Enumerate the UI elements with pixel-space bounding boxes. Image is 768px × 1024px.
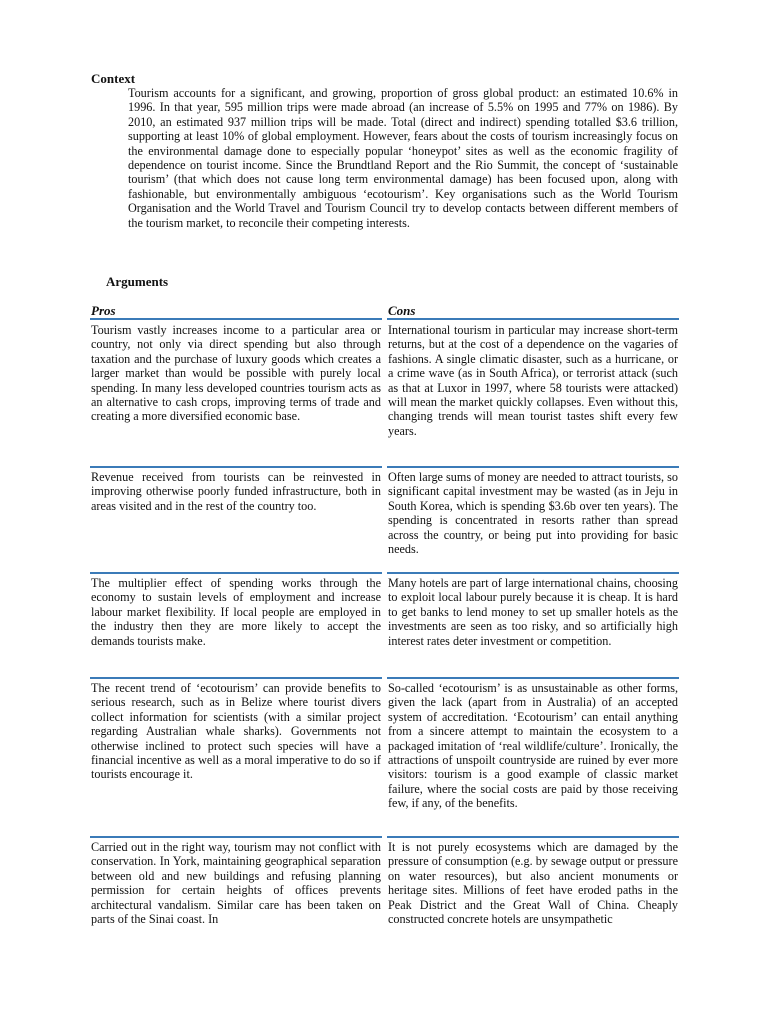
con-argument-4: So-called ‘ecotourism’ is as unsustainable as other forms, given the lack (apart from in Australia) of an accepted system of accreditation. ‘Ecotourism’ can entail anything from a sincere attempt to maintain the ecosystem to a packaged imitation of ‘real wildlife/culture’. Ironically, the attractions of unspoilt countryside are ruined by ever more visitors: tourism is a good example of classic market failure, where the social costs are paid by those receiving few, if any, of the benefits. <box>388 681 678 811</box>
row-divider <box>90 836 382 838</box>
context-paragraph: Tourism accounts for a significant, and growing, proportion of gross global product: an estimated 10.6% in 1996. In that year, 595 million trips were made abroad (an increase of 5.5% on 1995 and 77% on 1986). By 2010, an estimated 937 million trips will be made. Total (direct and indirect) spending totalled $3.6 trillion, supporting at least 10% of global employment. However, fears about the costs of tourism increasingly focus on the environmental damage done to especially popular ‘honeypot’ sites as well as the economic fragility of dependence on tourist income. Since the Brundtland Report and the Rio Summit, the concept of ‘sustainable tourism’ (that which does not cause long term environmental damage) has been focused upon, along with fashionable, but environmentally ambiguous ‘ecotourism’. Key organisations such as the World Tourism Organisation and the World Travel and Tourism Council try to develop contacts between different members of the tourism market, to reconcile their competing interests. <box>128 86 678 230</box>
row-divider <box>387 466 679 468</box>
pro-argument-3: The multiplier effect of spending works through the economy to sustain levels of employment and increase labour market flexibility. If local people are employed in the industry then they are more likely to accept the demands tourists make. <box>91 576 381 648</box>
row-divider <box>90 466 382 468</box>
arguments-heading: Arguments <box>106 274 169 289</box>
row-divider <box>387 318 679 320</box>
pro-argument-2: Revenue received from tourists can be reinvested in improving otherwise poorly funded infrastructure, both in areas visited and in the rest of the country too. <box>91 470 381 513</box>
pro-argument-1: Tourism vastly increases income to a particular area or country, not only via direct spending but also through taxation and the purchase of luxury goods which creates a larger market than would be possible with purely local spending. In many less developed countries tourism acts as an alternative to cash crops, improving terms of trade and creating a more diversified economic base. <box>91 323 381 424</box>
row-divider <box>90 318 382 320</box>
con-argument-2: Often large sums of money are needed to attract tourists, so significant capital investment may be wasted (as in Jeju in South Korea, which is spending $3.6b over ten years). The spending is concentrated in resorts rather than spread across the country, or being put into providing for basic needs. <box>388 470 678 557</box>
context-heading: Context <box>91 71 136 86</box>
cons-heading: Cons <box>388 303 416 318</box>
row-divider <box>387 677 679 679</box>
pros-heading: Pros <box>91 303 116 318</box>
con-argument-1: International tourism in particular may increase short-term returns, but at the cost of a dependence on the vagaries of fashions. A single climatic disaster, such as a hurricane, or a crime wave (as in South Africa), or terrorist attack (such as that at Luxor in 1997, where 58 tourists were attacked) will mean the market quickly collapses. Even without this, changing trends will mean tourist tastes shift every few years. <box>388 323 678 438</box>
row-divider <box>90 677 382 679</box>
row-divider <box>387 572 679 574</box>
row-divider <box>90 572 382 574</box>
con-argument-3: Many hotels are part of large international chains, choosing to exploit local labour purely because it is cheap. It is hard to get banks to lend money to set up smaller hotels as the investments are seen as too risky, and so artificially high interest rates deter investment or competition. <box>388 576 678 648</box>
row-divider <box>387 836 679 838</box>
pro-argument-4: The recent trend of ‘ecotourism’ can provide benefits to serious research, such as in Belize where tourist divers collect information for scientists (with a similar project regarding Australian whale sharks). Governments not otherwise inclined to protect such species will have a financial incentive as well as a moral imperative to do so if tourists encourage it. <box>91 681 381 782</box>
con-argument-5: It is not purely ecosystems which are damaged by the pressure of consumption (e.g. by sewage output or pressure on water resources), but also ancient monuments or heritage sites. Millions of feet have eroded paths in the Peak District and the Great Wall of China. Cheaply constructed concrete hotels are unsympathetic <box>388 840 678 927</box>
pro-argument-5: Carried out in the right way, tourism may not conflict with conservation. In York, maintaining geographical separation between old and new buildings and refusing planning permission for certain heights of offices prevents architectural vandalism. Similar care has been taken on parts of the Sinai coast. In <box>91 840 381 927</box>
